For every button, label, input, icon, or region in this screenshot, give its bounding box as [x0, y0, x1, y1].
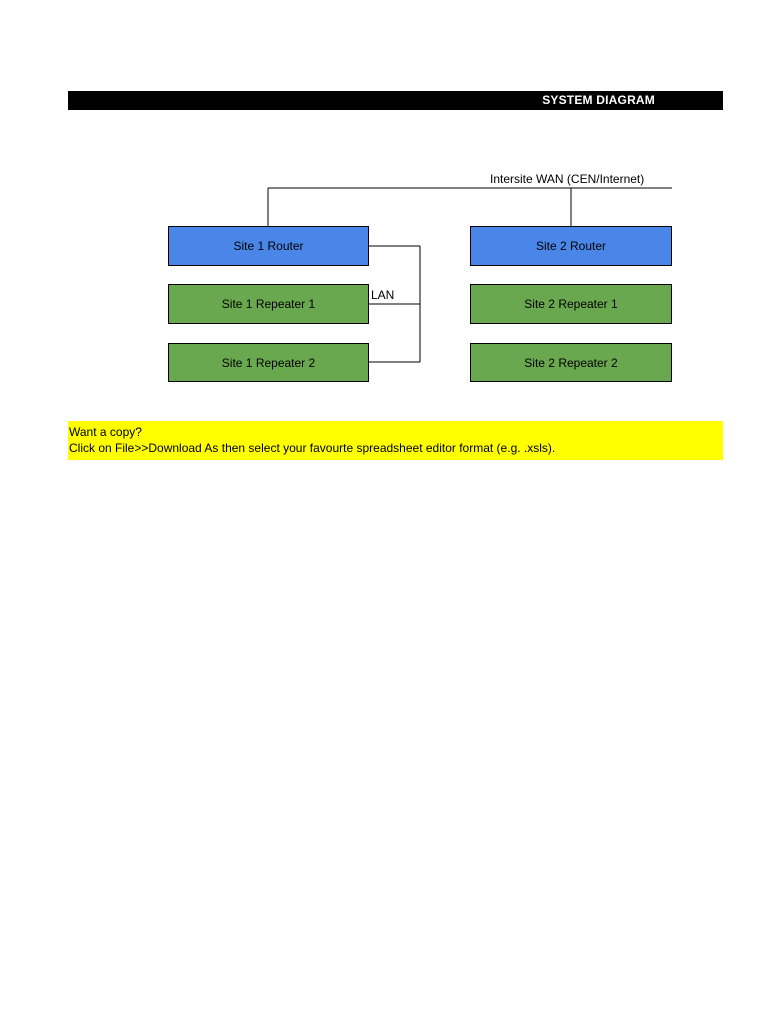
site2-router-node: Site 2 Router — [470, 226, 672, 266]
site2-repeater1-node: Site 2 Repeater 1 — [470, 284, 672, 324]
system-diagram — [0, 0, 768, 420]
wan-label: Intersite WAN (CEN/Internet) — [490, 172, 645, 186]
site1-repeater2-node: Site 1 Repeater 2 — [168, 343, 369, 382]
lan-label: LAN — [371, 288, 395, 302]
page-title: SYSTEM DIAGRAM — [542, 93, 655, 107]
notice-line-2: Click on File>>Download As then select your favourte spreadsheet editor format (e.g. .xsls). — [69, 441, 556, 455]
site1-repeater1-node: Site 1 Repeater 1 — [168, 284, 369, 324]
site2-repeater2-node: Site 2 Repeater 2 — [470, 343, 672, 382]
notice-line-1: Want a copy? — [69, 425, 142, 439]
download-notice — [68, 421, 723, 460]
site1-router-node: Site 1 Router — [168, 226, 369, 266]
